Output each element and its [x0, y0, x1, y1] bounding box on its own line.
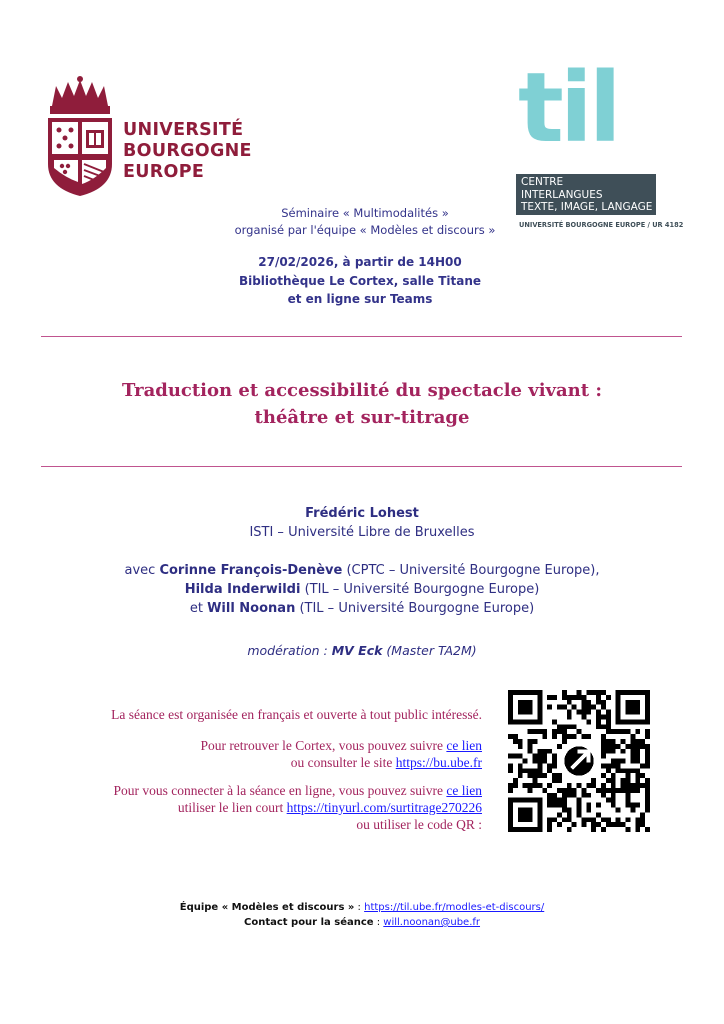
- moderation-label: modération :: [247, 643, 332, 658]
- online-link[interactable]: ce lien: [446, 783, 482, 798]
- guest3-affiliation: (TIL – Université Bourgogne Europe): [295, 601, 535, 616]
- team-link[interactable]: https://til.ube.fr/modles-et-discours/: [364, 902, 545, 913]
- til-logo-line2: INTERLANGUES: [521, 188, 603, 201]
- crown-icon: [50, 76, 110, 114]
- seminar-heading: [200, 205, 530, 239]
- title-line1: Traduction et accessibilité du spectacle vivant :: [122, 380, 602, 401]
- main-speaker-name: Frédéric Lohest: [305, 506, 419, 521]
- university-name: [123, 120, 252, 183]
- short-link[interactable]: https://tinyurl.com/surtitrage270226: [286, 800, 482, 815]
- footer-contact: [100, 915, 624, 931]
- guest2-name: Hilda Inderwildi: [184, 582, 301, 597]
- online-info: [113, 782, 482, 833]
- contact-separator: :: [373, 917, 384, 928]
- place-line: Bibliothèque Le Cortex, salle Titane: [238, 273, 482, 288]
- guest-line-2: [40, 580, 684, 599]
- divider-top: [41, 336, 682, 337]
- public-info: La séance est organisée en français et ouverte à tout public intéressé.: [111, 707, 482, 722]
- guest-line-3: [40, 599, 684, 618]
- team-separator: :: [354, 902, 365, 913]
- til-logo-line3: TEXTE, IMAGE, LANGAGE: [521, 201, 653, 213]
- til-logo-subline: UNIVERSITÉ BOURGOGNE EUROPE / UR 4182: [519, 221, 684, 229]
- contact-label: Contact pour la séance: [243, 917, 374, 928]
- divider-bottom: [41, 466, 682, 467]
- date-place-block: [150, 253, 570, 309]
- guest1-affiliation: (CPTC – Université Bourgogne Europe),: [342, 563, 600, 578]
- seminar-line2: organisé par l'équipe « Modèles et discours »: [234, 223, 496, 237]
- guest1-name: Corinne François-Denève: [159, 563, 343, 578]
- university-name-line3: EUROPE: [123, 162, 205, 182]
- short-link-text: utiliser le lien court: [177, 800, 287, 815]
- til-logo-line1: CENTRE: [521, 176, 564, 188]
- qr-text: ou utiliser le code QR :: [356, 817, 482, 832]
- seminar-line1: Séminaire « Multimodalités »: [281, 206, 449, 220]
- til-logo-letters: til: [518, 52, 618, 164]
- seminar-title: [60, 377, 664, 431]
- speakers-block: [40, 504, 684, 618]
- moderator-name: MV Eck: [331, 643, 383, 658]
- cortex-site-link[interactable]: https://bu.ube.fr: [395, 755, 482, 770]
- moderation-line: [40, 643, 684, 658]
- link-icon: [561, 743, 596, 778]
- contact-email[interactable]: will.noonan@ube.fr: [383, 917, 481, 928]
- guest2-affiliation: (TIL – Université Bourgogne Europe): [300, 582, 540, 597]
- qr-code[interactable]: [508, 690, 650, 832]
- online-text: Pour vous connecter à la séance en ligne, vous pouvez suivre: [113, 783, 447, 798]
- footer-team: [100, 900, 624, 916]
- moderator-note: (Master TA2M): [382, 643, 477, 658]
- team-label: Équipe « Modèles et discours »: [179, 902, 355, 913]
- university-name-line2: BOURGOGNE: [123, 141, 252, 161]
- and-prefix: et: [189, 601, 208, 616]
- guest-line-1: [40, 561, 684, 580]
- cortex-info: [200, 737, 482, 771]
- university-name-line1: UNIVERSITÉ: [123, 120, 244, 140]
- guest3-name: Will Noonan: [207, 601, 296, 616]
- cortex-site-text: ou consulter le site: [290, 755, 396, 770]
- main-speaker-affiliation: ISTI – Université Libre de Bruxelles: [249, 525, 475, 540]
- cortex-link[interactable]: ce lien: [446, 738, 482, 753]
- til-logo-box: [516, 174, 656, 215]
- date-line: 27/02/2026, à partir de 14H00: [258, 255, 462, 269]
- title-line2: théâtre et sur-titrage: [254, 407, 470, 428]
- with-prefix: avec: [124, 563, 160, 578]
- shield-icon: [48, 118, 112, 196]
- online-line: et en ligne sur Teams: [287, 292, 433, 306]
- cortex-text: Pour retrouver le Cortex, vous pouvez suivre: [200, 738, 447, 753]
